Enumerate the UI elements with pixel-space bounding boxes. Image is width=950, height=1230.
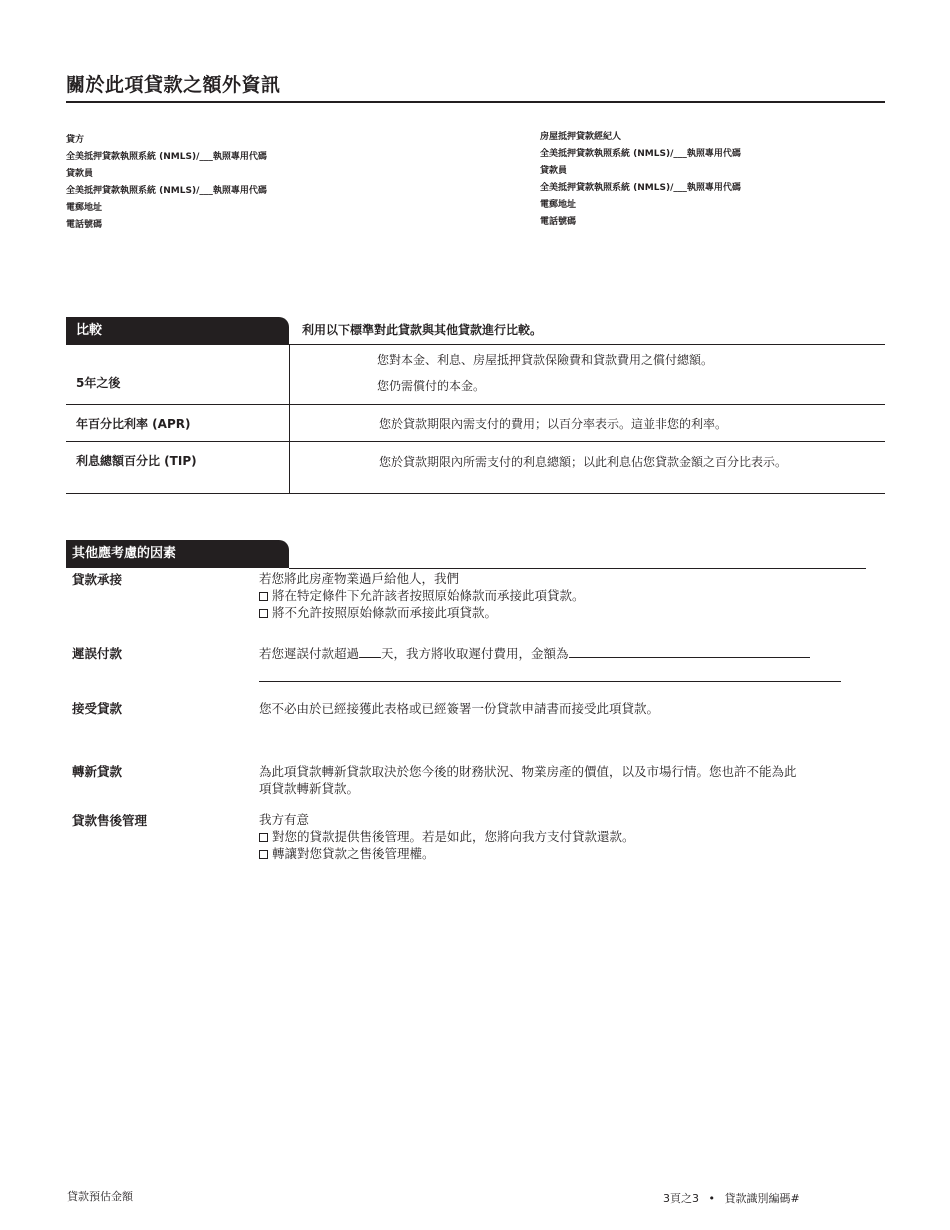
late-payment-continuation-field[interactable]	[259, 681, 841, 682]
loan-officer-label: 貸款員	[66, 169, 94, 179]
assumption-option-deny-label: 將不允許按照原始條款而承接此項貸款。	[272, 605, 498, 620]
email-label: 電郵地址	[66, 203, 103, 213]
late-payment-text	[259, 645, 859, 662]
footer-loan-id: 貸款識別編碼#	[724, 1192, 800, 1205]
broker-nmls-label: 全美抵押貸款執照系統 (NMLS)/___執照專用代碼	[540, 149, 741, 159]
contact-block-right	[540, 129, 741, 231]
other-considerations-rule	[289, 568, 866, 569]
servicing-label: 貸款售後管理	[72, 813, 148, 828]
other-considerations-tab: 其他應考慮的因素	[66, 540, 289, 568]
assumption-intro: 若您將此房產物業過戶給他人，我們	[259, 571, 460, 586]
checkbox-servicing-service[interactable]	[259, 833, 268, 842]
comparison-row-divider	[66, 441, 885, 442]
refinance-text-line-1: 為此項貸款轉新貸款取決於您今後的財務狀況、物業房產的價值，以及市場行情。您也許不能為此	[259, 764, 797, 779]
broker-loan-officer-nmls-label: 全美抵押貸款執照系統 (NMLS)/___執照專用代碼	[540, 183, 741, 193]
contact-block-left	[66, 132, 267, 234]
comparisons-tab: 比較	[66, 317, 289, 344]
assumption-label: 貸款承接	[72, 572, 123, 587]
lender-nmls-label: 全美抵押貸款執照系統 (NMLS)/___執照專用代碼	[66, 152, 267, 162]
late-payment-text-before: 若您遲誤付款超過	[259, 646, 360, 661]
comparisons-bottom-rule	[66, 493, 885, 494]
comparison-text-5-years-total: 您對本金、利息、房屋抵押貸款保險費和貸款費用之償付總額。	[377, 353, 714, 367]
acceptance-text: 您不必由於已經接獲此表格或已經簽署一份貸款申請書而接受此項貸款。	[259, 701, 660, 716]
loan-officer-nmls-label: 全美抵押貸款執照系統 (NMLS)/___執照專用代碼	[66, 186, 267, 196]
servicing-option-service	[259, 828, 635, 845]
comparisons-column-divider	[289, 344, 290, 493]
refinance-label: 轉新貸款	[72, 764, 123, 779]
comparisons-top-rule	[66, 344, 885, 345]
late-payment-days-field[interactable]	[359, 657, 381, 658]
comparison-label-5-years: 5年之後	[76, 376, 121, 390]
comparison-text-tip: 您於貸款期限內所需支付的利息總額；以此利息佔您貸款金額之百分比表示。	[379, 455, 788, 469]
assumption-option-deny	[259, 604, 585, 621]
footer-page-number: 3頁之3	[663, 1192, 699, 1205]
comparison-label-apr: 年百分比利率 (APR)	[76, 417, 191, 431]
servicing-option-service-label: 對您的貸款提供售後管理。若是如此，您將向我方支付貸款還款。	[272, 829, 635, 844]
footer-separator: •	[708, 1192, 715, 1205]
late-payment-text-middle: 天，我方將收取遲付費用，金額為	[381, 646, 569, 661]
assumption-text	[259, 570, 585, 621]
title-rule	[66, 101, 885, 103]
broker-email-label: 電郵地址	[540, 200, 577, 210]
broker-phone-label: 電話號碼	[540, 217, 577, 227]
comparison-row-divider	[66, 404, 885, 405]
comparisons-header: 利用以下標準對此貸款與其他貸款進行比較。	[302, 323, 543, 337]
broker-label: 房屋抵押貸款經紀人	[540, 132, 622, 142]
checkbox-servicing-transfer[interactable]	[259, 850, 268, 859]
checkbox-assumption-allow[interactable]	[259, 592, 268, 601]
acceptance-label: 接受貸款	[72, 701, 123, 716]
assumption-option-allow	[259, 587, 585, 604]
page-title: 關於此項貸款之額外資訊	[66, 74, 281, 96]
footer-form-name: 貸款預估金額	[67, 1190, 133, 1203]
phone-label: 電話號碼	[66, 220, 103, 230]
comparison-text-5-years-principal: 您仍需償付的本金。	[377, 379, 486, 393]
late-payment-label: 遲誤付款	[72, 646, 123, 661]
refinance-text-line-2: 項貸款轉新貸款。	[259, 781, 360, 796]
late-payment-fee-field[interactable]	[569, 657, 810, 658]
servicing-option-transfer-label: 轉讓對您貸款之售後管理權。	[272, 846, 435, 861]
comparison-label-tip: 利息總額百分比 (TIP)	[76, 454, 197, 468]
assumption-option-allow-label: 將在特定條件下允許該者按照原始條款而承接此項貸款。	[272, 588, 585, 603]
lender-label: 貸方	[66, 135, 85, 145]
broker-loan-officer-label: 貸款員	[540, 166, 568, 176]
checkbox-assumption-deny[interactable]	[259, 609, 268, 618]
servicing-intro: 我方有意	[259, 812, 310, 827]
comparison-text-apr: 您於貸款期限內需支付的費用；以百分率表示。這並非您的利率。	[379, 417, 728, 431]
servicing-option-transfer	[259, 845, 635, 862]
footer-page-info	[663, 1190, 800, 1206]
servicing-text	[259, 811, 635, 862]
refinance-text	[259, 763, 797, 797]
